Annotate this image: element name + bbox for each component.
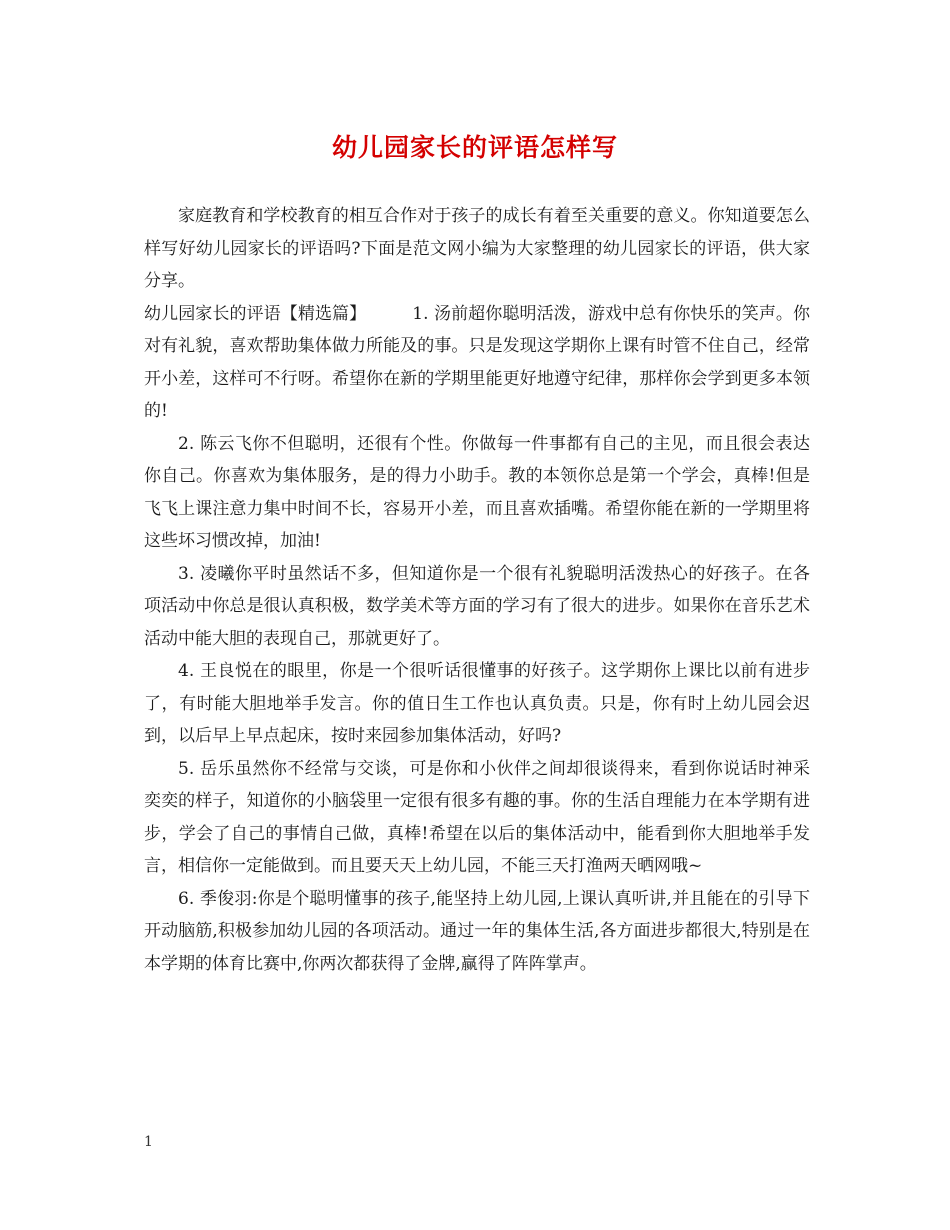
- document-body: [144, 200, 810, 980]
- document-title: 幼儿园家长的评语怎样写: [331, 133, 618, 162]
- entry-3: 3. 凌曦你平时虽然话不多，但知道你是一个很有礼貌聪明活泼热心的好孩子。在各项活动中你总是很认真积极，数学美术等方面的学习有了很大的进步。如果你在音乐艺术活动中能大胆的表现自己，那就更好了。: [144, 563, 810, 649]
- intro-paragraph: 家庭教育和学校教育的相互合作对于孩子的成长有着至关重要的意义。你知道要怎么样写好幼儿园家长的评语吗?下面是范文网小编为大家整理的幼儿园家长的评语，供大家分享。: [144, 206, 810, 291]
- entry-6: 6. 季俊羽:你是个聪明懂事的孩子,能坚持上幼儿园,上课认真听讲,并且能在的引导下开动脑筋,积极参加幼儿园的各项活动。通过一年的集体生活,各方面进步都很大,特别是在本学期的体育比赛中,你两次都获得了金牌,赢得了阵阵掌声。: [144, 888, 810, 974]
- section-paragraph: [144, 298, 810, 428]
- section-heading: 幼儿园家长的评语【精选篇】: [144, 303, 367, 324]
- entry-1: 1. 汤前超你聪明活泼，游戏中总有你快乐的笑声。你对有礼貌，喜欢帮助集体做力所能及的事。只是发现这学期你上课有时管不住自己，经常开小差，这样可不行呀。希望你在新的学期里能更好地遵守纪律，那样你会学到更多本领的!: [144, 303, 811, 421]
- entry-5: 5. 岳乐虽然你不经常与交谈，可是你和小伙伴之间却很谈得来，看到你说话时神采奕奕的样子，知道你的小脑袋里一定很有很多有趣的事。你的生活自理能力在本学期有进步，学会了自己的事情自己做，真棒!希望在以后的集体活动中，能看到你大胆地举手发言，相信你一定能做到。而且要天天上幼儿园，不能三天打渔两天晒网哦~: [144, 758, 810, 876]
- entry-4: 4. 王良悦在的眼里，你是一个很听话很懂事的好孩子。这学期你上课比以前有进步了，有时能大胆地举手发言。你的值日生工作也认真负责。只是，你有时上幼儿园会迟到，以后早上早点起床，按时来园参加集体活动，好吗?: [144, 661, 810, 746]
- entry-2: 2. 陈云飞你不但聪明，还很有个性。你做每一件事都有自己的主见，而且很会表达你自己。你喜欢为集体服务，是的得力小助手。教的本领你总是第一个学会，真棒!但是飞飞上课注意力集中时间不长，容易开小差，而且喜欢插嘴。希望你能在新的一学期里将这些坏习惯改掉，加油!: [144, 433, 810, 551]
- page-number: 1: [144, 1134, 153, 1150]
